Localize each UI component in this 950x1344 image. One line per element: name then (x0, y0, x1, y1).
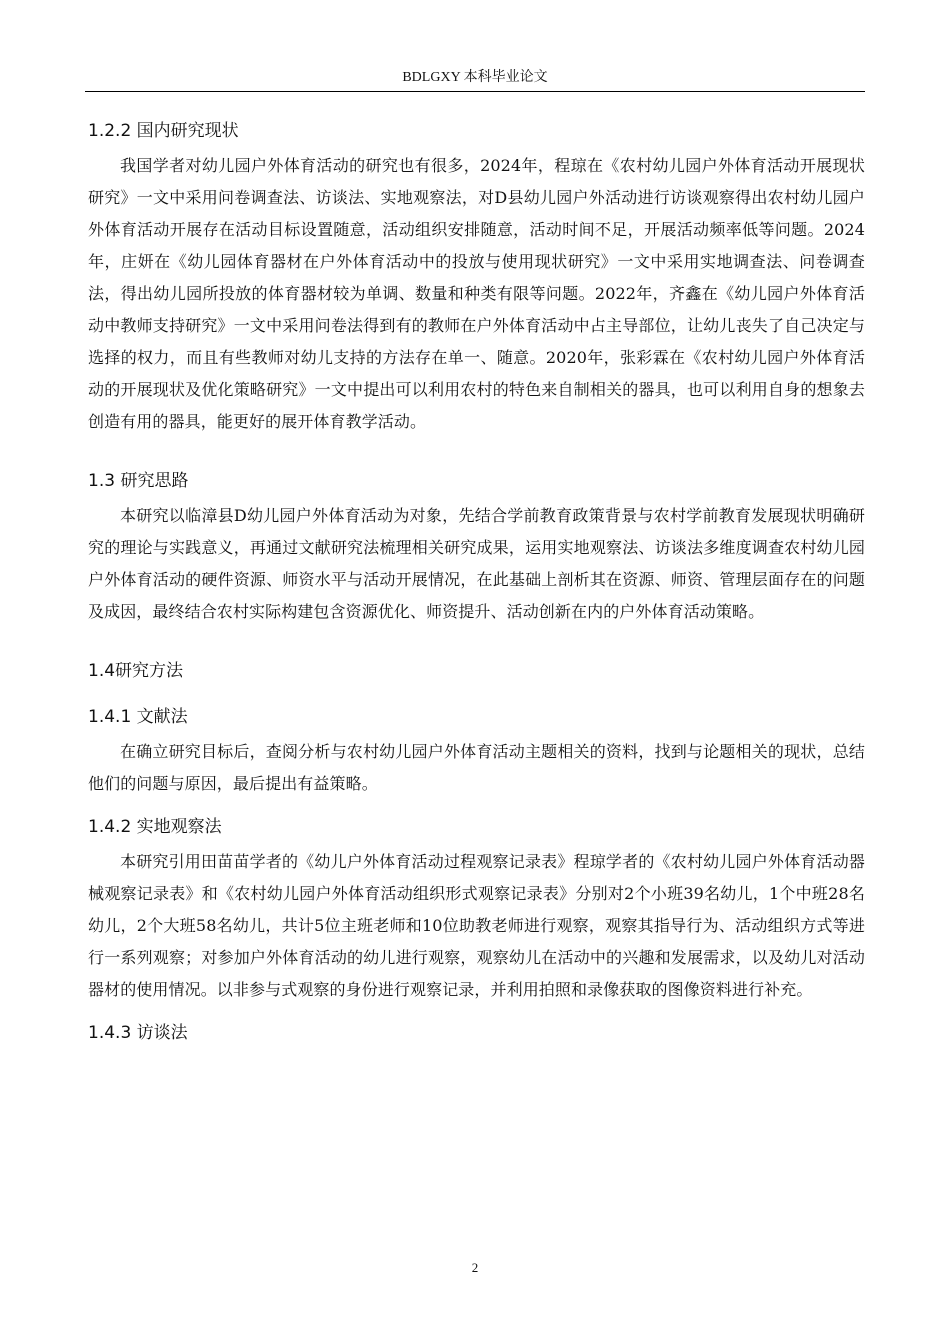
paragraph-literature-method: 在确立研究目标后，查阅分析与农村幼儿园户外体育活动主题相关的资料，找到与论题相关的现状，总结他们的问题与原因，最后提出有益策略。 (88, 742, 865, 793)
paragraph-research-approach: 本研究以临漳县D幼儿园户外体育活动为对象，先结合学前教育政策背景与农村学前教育发展现状明确研究的理论与实践意义，再通过文献研究法梳理相关研究成果，运用实地观察法、访谈法多维度调查农村幼儿园户外体育活动的硬件资源、师资水平与活动开展情况，在此基础上剖析其在资源、师资、管理层面存在的问题及成因，最终结合农村实际构建包含资源优化、师资提升、活动创新在内的户外体育活动策略。 (88, 506, 865, 621)
running-header: BDLGXY 本科毕业论文 (402, 70, 548, 85)
section-heading-1-4: 1.4研究方法 (88, 661, 184, 681)
paragraph-observation-method: 本研究引用田苗苗学者的《幼儿户外体育活动过程观察记录表》程琼学者的《农村幼儿园户外体育活动器械观察记录表》和《农村幼儿园户外体育活动组织形式观察记录表》分别对2个小班39名幼儿，1个中班28名幼儿，2个大班58名幼儿，共计5位主班老师和10位助教老师进行观察，观察其指导行为、活动组织方式等进行一系列观察；对参加户外体育活动的幼儿进行观察，观察幼儿在活动中的兴趣和发展需求，以及幼儿对活动器材的使用情况。以非参与式观察的身份进行观察记录，并利用拍照和录像获取的图像资料进行补充。 (88, 852, 865, 999)
page-number: 2 (471, 1260, 479, 1275)
paragraph-domestic-research: 我国学者对幼儿园户外体育活动的研究也有很多，2024年，程琼在《农村幼儿园户外体育活动开展现状研究》一文中采用问卷调查法、访谈法、实地观察法，对D县幼儿园户外活动进行访谈观察得出农村幼儿园户外体育活动开展存在活动目标设置随意，活动组织安排随意，活动时间不足，开展活动频率低等问题。2024年，庄妍在《幼儿园体育器材在户外体育活动中的投放与使用现状研究》一文中采用实地调查法、问卷调查法，得出幼儿园所投放的体育器材较为单调、数量和种类有限等问题。2022年，齐鑫在《幼儿园户外体育活动中教师支持研究》一文中采用问卷法得到有的教师在户外体育活动中占主导部位，让幼儿丧失了自己决定与选择的权力，而且有些教师对幼儿支持的方法存在单一、随意。2020年，张彩霖在《农村幼儿园户外体育活动的开展现状及优化策略研究》一文中提出可以利用农村的特色来自制相关的器具，也可以利用自身的想象去创造有用的器具，能更好的展开体育教学活动。 (88, 156, 865, 431)
spacer (88, 438, 865, 462)
spacer (88, 690, 865, 698)
section-heading-1-2-2: 1.2.2 国内研究现状 (88, 121, 239, 141)
section-heading-1-4-1: 1.4.1 文献法 (88, 707, 188, 727)
spacer (88, 628, 865, 652)
spacer (88, 800, 865, 808)
section-heading-1-4-3: 1.4.3 访谈法 (88, 1023, 188, 1043)
section-heading-1-4-2: 1.4.2 实地观察法 (88, 817, 222, 837)
header-rule (85, 91, 865, 92)
spacer (88, 1006, 865, 1014)
section-heading-1-3: 1.3 研究思路 (88, 471, 189, 491)
page-body (88, 112, 865, 1052)
